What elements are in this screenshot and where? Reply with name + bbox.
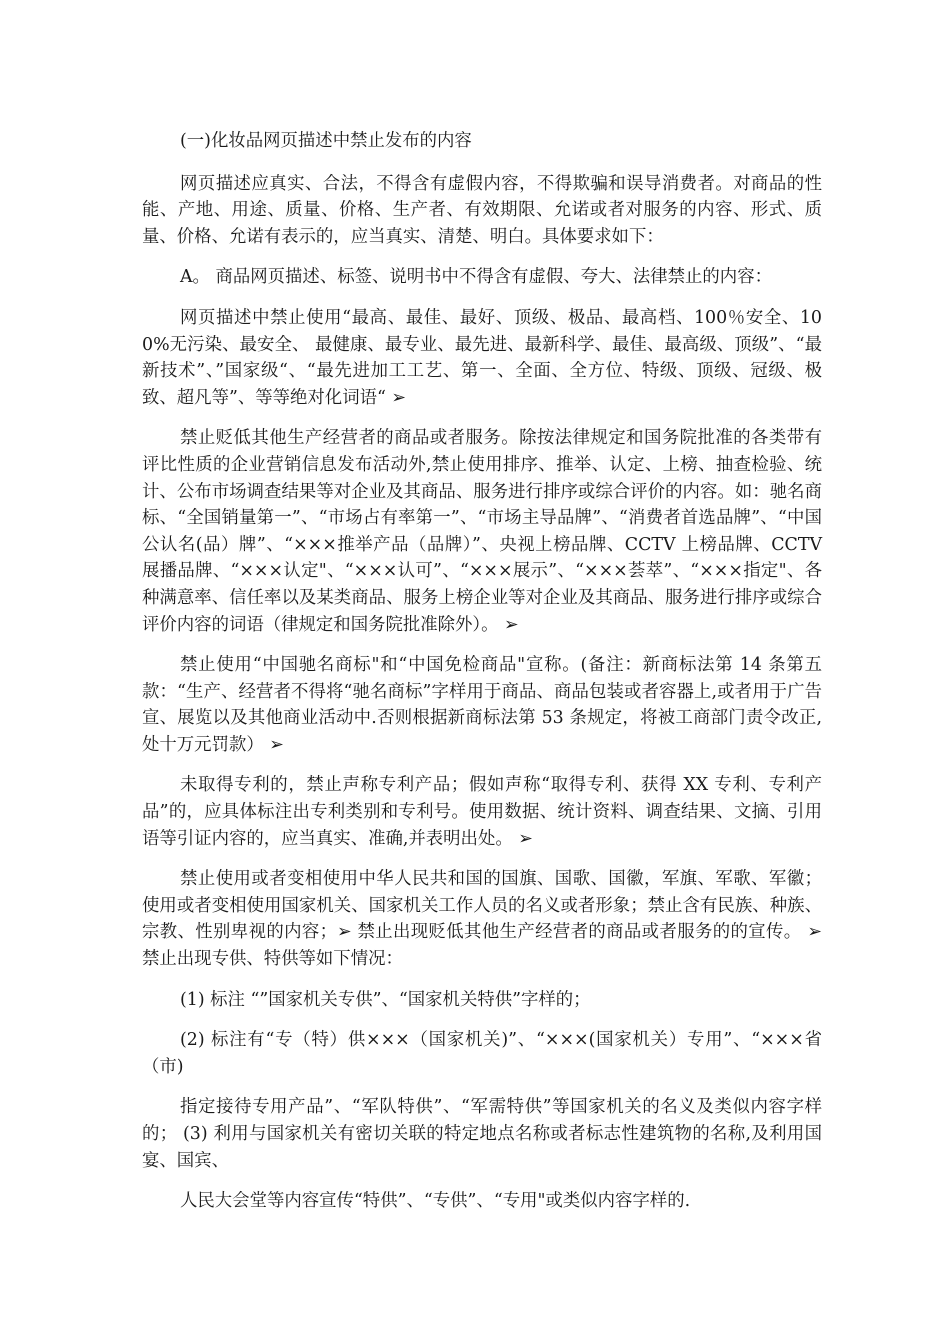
paragraph-disparage: 禁止贬低其他生产经营者的商品或者服务。除按法律规定和国务院批准的各类带有评比性质的企业营销信息发布活动外,禁止使用排序、推举、认定、上榜、抽查检验、统计、公布市场调查结果等对企业及其商品、服务进行排序或综合评价的内容。如：驰名商标、“全国销量第一”、“市场占有率第一”、“市场主导品牌”、“消费者首选品牌”、“中国公认名(品）牌”、“×××推举产品（品牌）”、央视上榜品牌、CCTV 上榜品牌、CCTV 展播品牌、“×××认定"、“×××认可”、“×××展示”、“×××荟萃”、“×××指定"、各种满意率、信任率以及某类商品、服务上榜企业等对企业及其商品、服务进行排序或综合评价内容的词语（律规定和国务院批准除外）。 ➢ [142, 428, 822, 635]
paragraph-a: A。 商品网页描述、标签、说明书中不得含有虚假、夸大、法律禁止的内容： [180, 267, 772, 288]
paragraph-item-2-cont: 指定接待专用产品”、“军队特供”、“军需特供”等国家机关的名义及类似内容字样的； (3) 利用与国家机关有密切关联的特定地点名称或者标志性建筑物的名称,及利用国宴、国宾、 [142, 1097, 822, 1171]
paragraph-closing: 人民大会堂等内容宣传“特供”、“专供”、“专用"或类似内容字样的. [180, 1191, 691, 1212]
paragraph-absolute-terms: 网页描述中禁止使用“最高、最佳、最好、顶级、极品、最高档、100％安全、100%无污染、最安全、 最健康、最专业、最先进、最新科学、最佳、最高级、顶级”、“最新技术”、”国家级“、“最先进加工工艺、第一、全面、全方位、特级、顶级、冠级、极致、超凡等”、等等绝对化词语“ ➢ [142, 307, 822, 408]
paragraph-national-symbols: 禁止使用或者变相使用中华人民共和国的国旗、国歌、国徽，军旗、军歌、军徽；使用或者变相使用国家机关、国家机关工作人员的名义或者形象；禁止含有民族、种族、宗教、性别卑视的内容；➢ 禁止出现贬低其他生产经营者的商品或者服务的的宣传。 ➢ 禁止出现专供、特供等如下情况： [142, 869, 822, 970]
section-heading: (一)化妆品网页描述中禁止发布的内容 [180, 131, 472, 151]
paragraph-intro: 网页描述应真实、合法，不得含有虚假内容，不得欺骗和误导消费者。对商品的性能、产地、用途、质量、价格、生产者、有效期限、允诺或者对服务的内容、形式、质量、价格、允诺有表示的，应当真实、清楚、明白。具体要求如下： [142, 173, 822, 247]
paragraph-patent: 未取得专利的，禁止声称专利产品；假如声称“取得专利、获得 XX 专利、专利产品”的，应具体标注出专利类别和专利号。使用数据、统计资料、调查结果、文摘、引用语等引证内容的，应当真实、准确,并表明出处。 ➢ [142, 775, 822, 849]
paragraph-item-1: (1) 标注 “”国家机关专供”、“国家机关特供”字样的； [180, 989, 591, 1010]
paragraph-trademark: 禁止使用“中国驰名商标"和“中国免检商品"宣称。(备注：新商标法第 14 条第五款：“生产、经营者不得将“驰名商标”字样用于商品、商品包装或者容器上,或者用于广告宣、展览以及其他商业活动中.否则根据新商标法第 53 条规定，将被工商部门责令改正,处十万元罚款） ➢ [142, 655, 822, 755]
paragraph-item-2: (2) 标注有“专（特）供×××（国家机关)”、“×××(国家机关）专用”、“×××省（市) [142, 1030, 822, 1077]
